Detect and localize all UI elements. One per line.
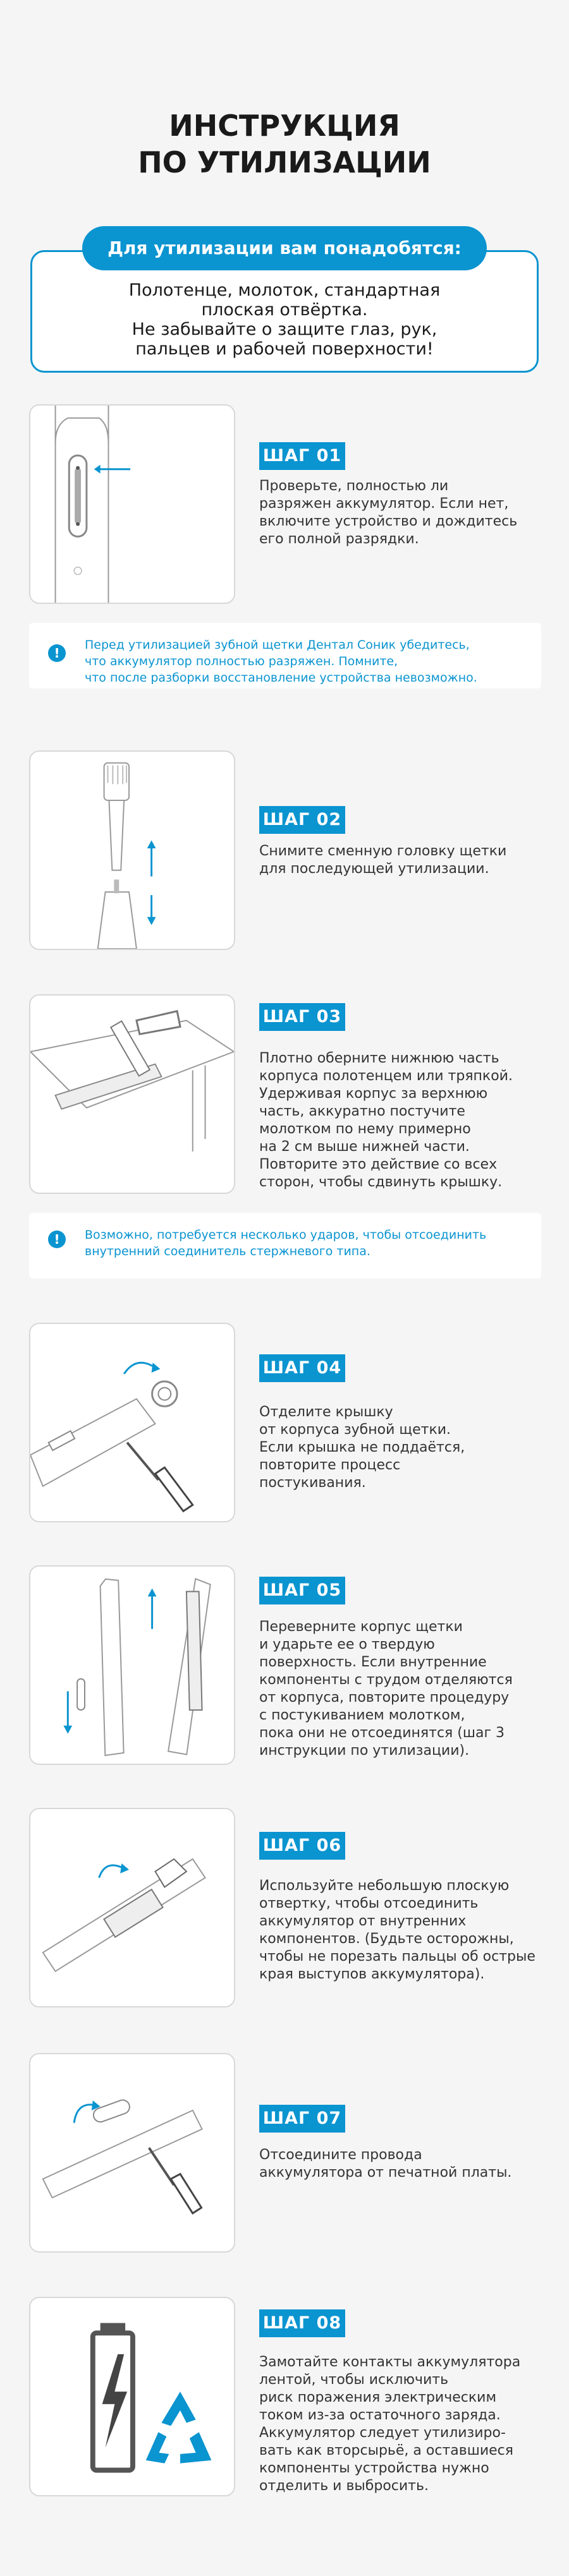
step-01-badge: ШАГ 01	[259, 442, 345, 470]
step-03-illustration	[29, 994, 235, 1194]
step-04-text: Отделите крышку от корпуса зубной щетки. Если крышка не поддаётся, повторите процесс постукивания.	[259, 1404, 465, 1491]
step-02-badge: ШАГ 02	[259, 806, 345, 834]
step-04-badge: ШАГ 04	[259, 1354, 345, 1382]
wires-icon	[30, 2054, 234, 2251]
cap-icon	[30, 1324, 234, 1521]
step-02-illustration	[29, 750, 235, 950]
step-02-text: Снимите сменную головку щетки для последующей утилизации.	[259, 843, 507, 877]
step-07-badge: ШАГ 07	[259, 2105, 345, 2133]
brush-handle-icon	[30, 406, 234, 603]
warning-note-text: Перед утилизацией зубной щетки Дентал Соник убедитесь, что аккумулятор полностью разряжен. Помните, что после разборки восстановление устройства невозможно.	[85, 638, 477, 685]
step-05-badge: ШАГ 05	[259, 1577, 345, 1604]
hammer-icon	[30, 996, 234, 1193]
exclamation-icon: !	[48, 1231, 66, 1248]
step-03-text: Плотно оберните нижнюю часть корпуса полотенцем или тряпкой. Удерживая корпус за верхнюю часть, аккуратно постучите молотком по нему примерно на 2 см выше нижней части. Повторите это действие со всех сторон, чтобы сдвинуть крышку.	[259, 1050, 513, 1190]
warning-note	[29, 623, 541, 689]
info-note-text: Возможно, потребуется несколько ударов, чтобы отсоединить внутренний соединитель стержневого типа.	[85, 1228, 487, 1258]
step-06-text: Используйте небольшую плоскую отвертку, чтобы отсоединить аккумулятор от внутренних компонентов. (Будьте осторожны, чтобы не порезать пальцы об острые края выступов аккумулятора).	[259, 1878, 535, 1982]
step-01-text: Проверьте, полностью ли разряжен аккумулятор. Если нет, включите устройство и дождитесь его полной разрядки.	[259, 478, 518, 547]
tools-text: Полотенце, молоток, стандартная плоская отвёртка. Не забывайте о защите глаз, рук, пальцев и рабочей поверхности!	[128, 280, 441, 359]
step-05-illustration	[29, 1565, 235, 1765]
step-05-text: Переверните корпус щетки и ударьте ее о твердую поверхность. Если внутренние компоненты с трудом отделяются от корпуса, повторите процедуру с постукиванием молотком, пока они не отсоединятся (шаг 3 инструкции по утилизации).	[259, 1619, 513, 1759]
brush-head-icon	[30, 752, 234, 949]
tools-heading: Для утилизации вам понадобятся:	[82, 226, 487, 270]
exclamation-icon: !	[48, 644, 66, 662]
recycle-battery-icon	[30, 2298, 234, 2495]
step-08-badge: ШАГ 08	[259, 2309, 345, 2337]
internals-icon	[30, 1567, 234, 1764]
step-03-badge: ШАГ 03	[259, 1003, 345, 1031]
page-title: ИНСТРУКЦИЯ ПО УТИЛИЗАЦИИ	[138, 109, 431, 179]
step-01-illustration	[29, 404, 235, 604]
step-04-illustration	[29, 1323, 235, 1522]
battery-detach-icon	[30, 1809, 234, 2006]
info-note	[29, 1213, 541, 1279]
step-07-text: Отсоедините провода аккумулятора от печатной платы.	[259, 2147, 512, 2181]
step-08-text: Замотайте контакты аккумулятора лентой, чтобы исключить риск поражения электрическим током из-за остаточного заряда. Аккумулятор следует утилизиро- вать как вторсырьё, а оставшиеся компоненты устройства нужно отделить и выбросить.	[259, 2354, 521, 2494]
step-08-illustration	[29, 2297, 235, 2496]
step-06-badge: ШАГ 06	[259, 1832, 345, 1860]
step-06-illustration	[29, 1808, 235, 2007]
step-07-illustration	[29, 2053, 235, 2253]
